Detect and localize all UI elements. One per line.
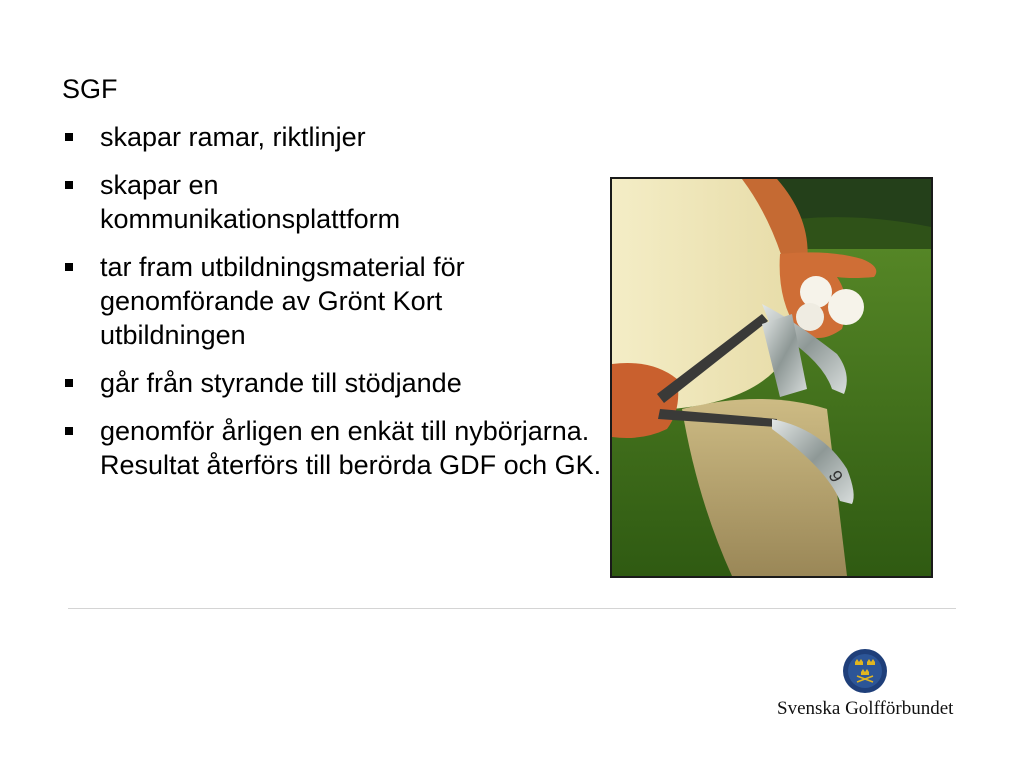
golfer-illustration <box>612 179 931 576</box>
square-bullet-icon <box>65 133 73 141</box>
slide-heading: SGF <box>62 74 118 104</box>
bullet-item <box>62 414 610 482</box>
square-bullet-icon <box>65 263 73 271</box>
bullet-text: går från styrande till stödjande <box>100 368 462 398</box>
bullet-item <box>62 168 520 236</box>
svenska-golfforbundet-logo-text: Svenska Golfförbundet <box>777 698 954 719</box>
bullet-item <box>62 366 592 400</box>
bullet-item <box>62 120 592 154</box>
bullet-text: tar fram utbildningsmaterial för genomförande av Grönt Kort utbildningen <box>100 252 465 350</box>
bullet-text: skapar en kommunikationsplattform <box>100 170 401 234</box>
club-number: 9 <box>824 467 847 486</box>
svenska-golfforbundet-emblem-icon <box>842 648 888 694</box>
bullet-text: genomför årligen en enkät till nybörjarna. Resultat återförs till berörda GDF och GK. <box>100 416 602 480</box>
square-bullet-icon <box>65 181 73 189</box>
square-bullet-icon <box>65 379 73 387</box>
bullet-item <box>62 250 570 352</box>
bullet-list <box>62 120 602 496</box>
square-bullet-icon <box>65 427 73 435</box>
golfer-photo <box>610 177 933 578</box>
bullet-text: skapar ramar, riktlinjer <box>100 122 366 152</box>
footer-divider <box>68 608 956 609</box>
